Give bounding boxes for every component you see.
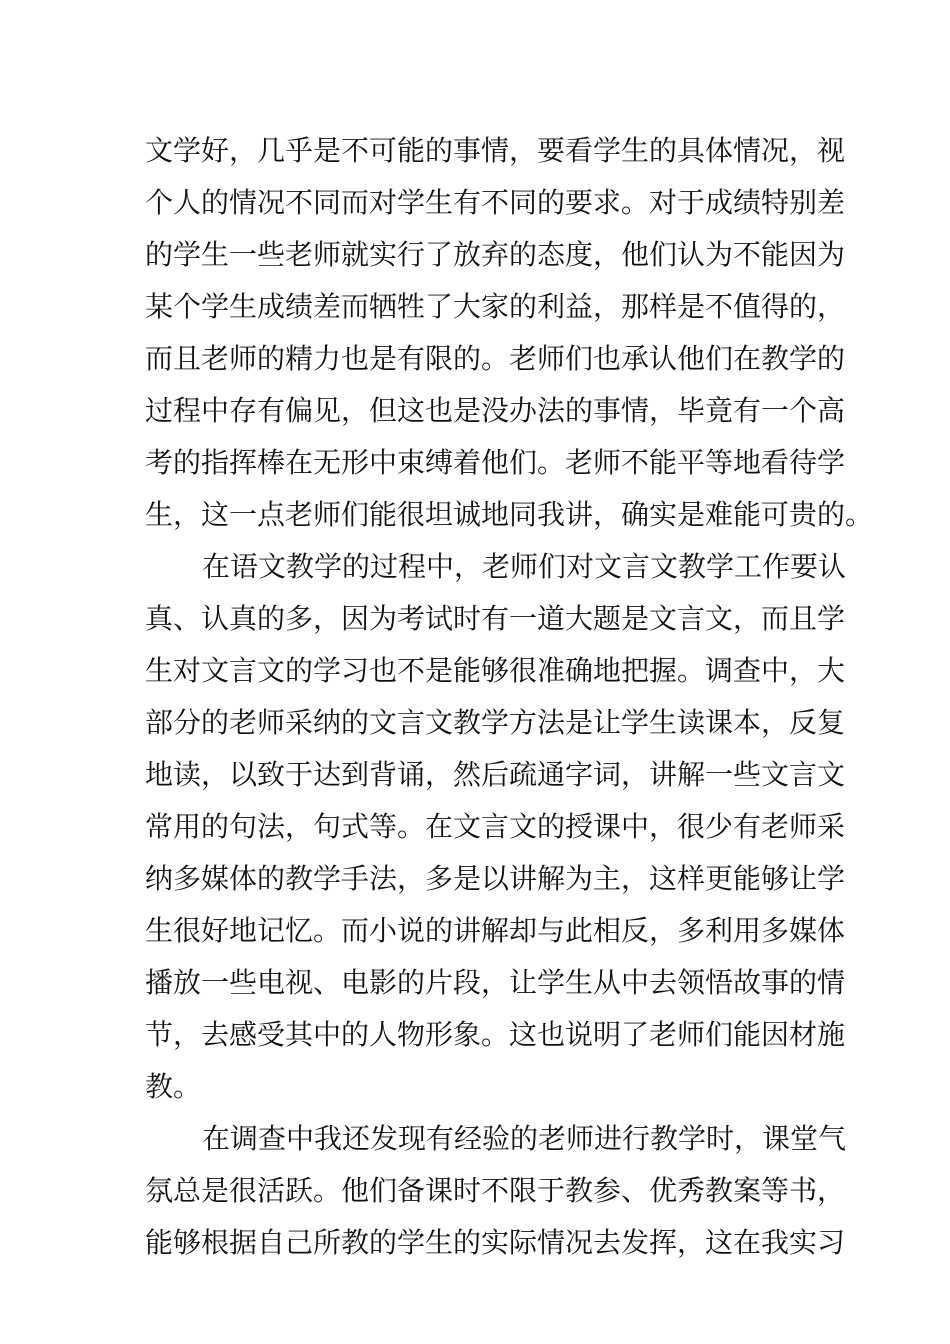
paragraph-3-line-2: 氛总是很活跃。他们备课时不限于教参、优秀教案等书， [145, 1174, 846, 1207]
paragraph-2-line-9: 播放一些电视、电影的片段，让学生从中去领悟故事的情 [145, 966, 846, 999]
paragraph-1-line-1: 文学好，几乎是不可能的事情，要看学生的具体情况，视 [145, 134, 846, 167]
paragraph-2-line-3: 生对文言文的学习也不是能够很准确地把握。调查中，大 [145, 654, 846, 687]
body-text [145, 125, 874, 1269]
paragraph-1-line-6: 过程中存有偏见，但这也是没办法的事情，毕竟有一个高 [145, 394, 846, 427]
paragraph-2-line-4: 部分的老师采纳的文言文教学方法是让学生读课本，反复 [145, 706, 846, 739]
paragraph-1-line-2: 个人的情况不同而对学生有不同的要求。对于成绩特别差 [145, 186, 846, 219]
paragraph-1-line-3: 的学生一些老师就实行了放弃的态度，他们认为不能因为 [145, 238, 846, 271]
paragraph-3-line-1: 在调查中我还发现有经验的老师进行教学时，课堂气 [202, 1122, 847, 1155]
paragraph-1-line-5: 而且老师的精力也是有限的。老师们也承认他们在教学的 [145, 342, 846, 375]
paragraph-2-line-5: 地读，以致于达到背诵，然后疏通字词，讲解一些文言文 [145, 758, 846, 791]
paragraph-1-line-7: 考的指挥棒在无形中束缚着他们。老师不能平等地看待学 [145, 446, 846, 479]
paragraph-2-line-10: 节，去感受其中的人物形象。这也说明了老师们能因材施 [145, 1018, 846, 1051]
paragraph-2-line-11: 教。 [145, 1070, 202, 1103]
paragraph-2-line-7: 纳多媒体的教学手法，多是以讲解为主，这样更能够让学 [145, 862, 846, 895]
paragraph-1-line-8: 生，这一点老师们能很坦诚地同我讲，确实是难能可贵的。 [145, 498, 874, 531]
paragraph-2-line-8: 生很好地记忆。而小说的讲解却与此相反，多利用多媒体 [145, 914, 846, 947]
paragraph-1-line-4: 某个学生成绩差而牺牲了大家的利益，那样是不值得的， [145, 290, 846, 323]
paragraph-2-line-6: 常用的句法，句式等。在文言文的授课中，很少有老师采 [145, 810, 846, 843]
paragraph-3-line-3: 能够根据自己所教的学生的实际情况去发挥，这在我实习 [145, 1226, 846, 1259]
paragraph-2-line-2: 真、认真的多，因为考试时有一道大题是文言文，而且学 [145, 602, 846, 635]
paragraph-2-line-1: 在语文教学的过程中，老师们对文言文教学工作要认 [202, 550, 847, 583]
